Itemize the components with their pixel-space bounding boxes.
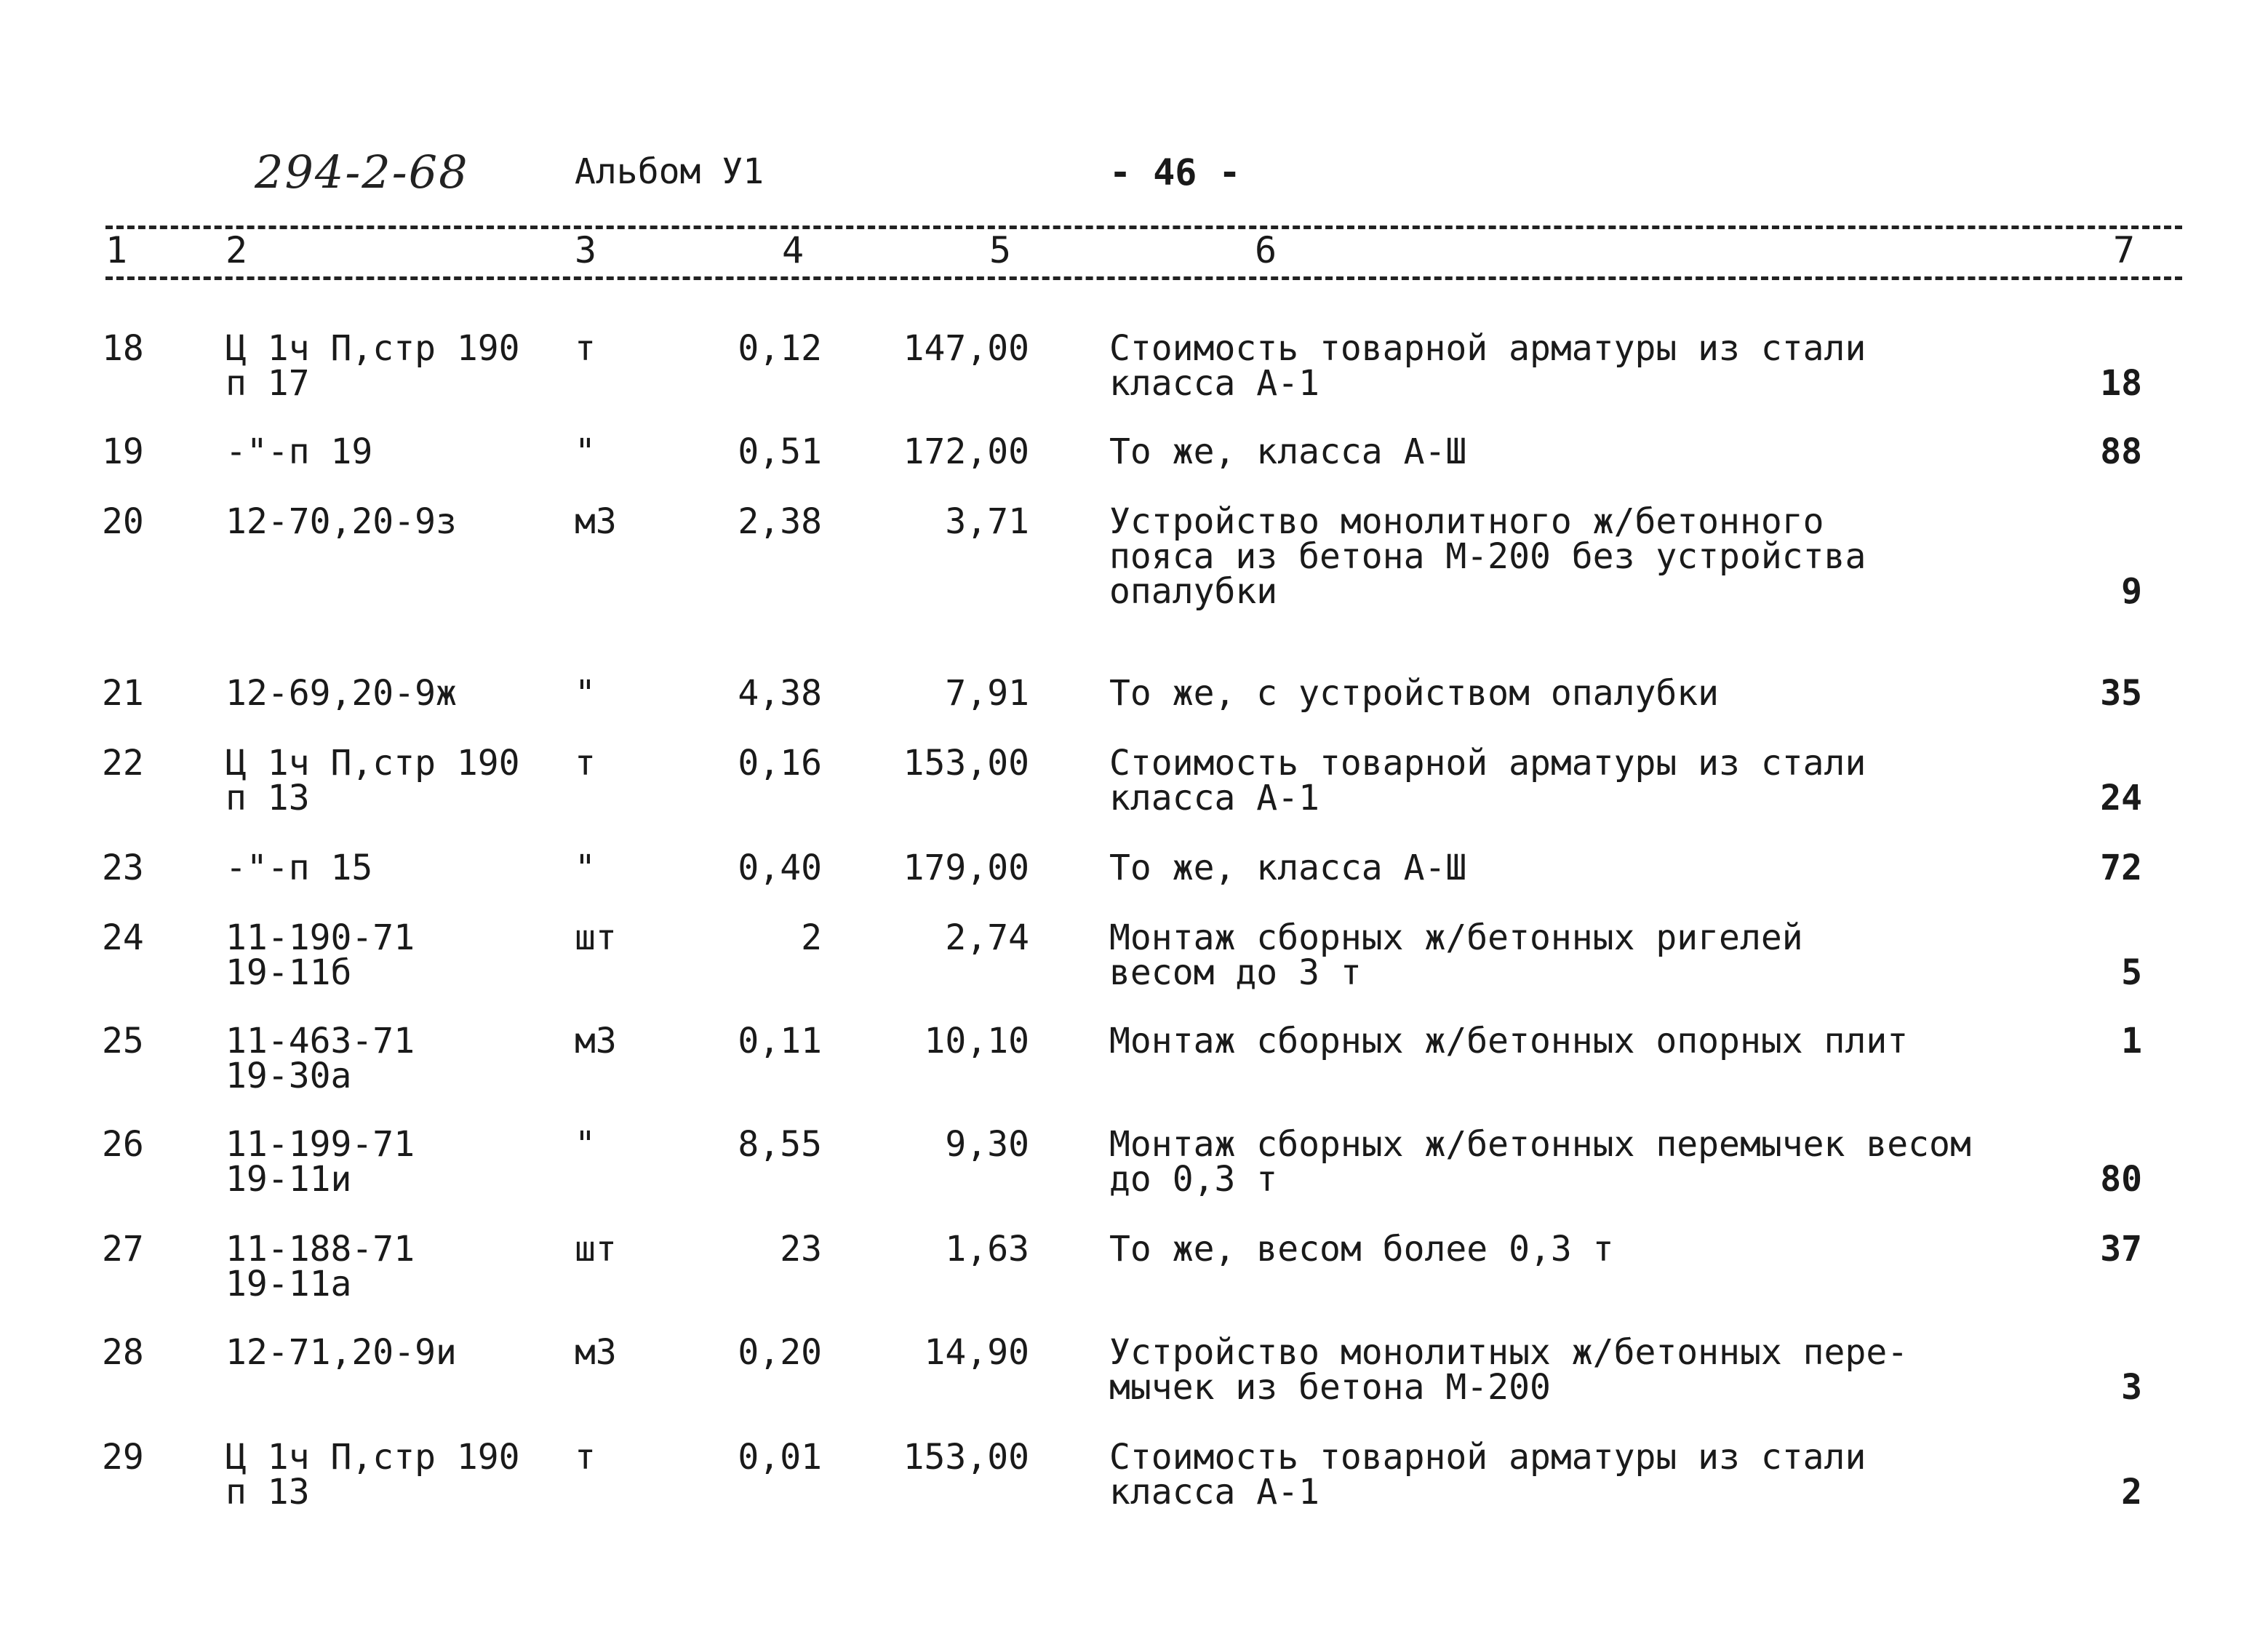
column-header-5: 5 bbox=[989, 229, 1012, 271]
row-description: То же, весом более 0,3 т bbox=[1109, 1229, 1614, 1270]
row-unit: шт bbox=[575, 1229, 617, 1270]
row-unit: м3 bbox=[575, 1332, 617, 1373]
row-number: 22 bbox=[102, 743, 144, 784]
row-number: 24 bbox=[102, 917, 144, 958]
row-description: То же, класса А-Ш bbox=[1109, 431, 1467, 472]
row-quantity: 0,20 bbox=[738, 1332, 822, 1373]
row-description: То же, с устройством опалубки bbox=[1109, 673, 1720, 714]
row-code: Ц 1ч П,стр 190 п 13 bbox=[225, 1437, 520, 1512]
header-rule-bottom bbox=[105, 276, 2182, 280]
row-total: 37 bbox=[2100, 1229, 2142, 1270]
row-quantity: 0,51 bbox=[738, 431, 822, 472]
row-price: 153,00 bbox=[903, 1437, 1029, 1478]
row-number: 23 bbox=[102, 848, 144, 888]
row-price: 2,74 bbox=[945, 917, 1029, 958]
row-price: 9,30 bbox=[945, 1124, 1029, 1165]
row-unit: т bbox=[575, 328, 596, 369]
row-description: То же, класса А-Ш bbox=[1109, 848, 1467, 888]
column-header-row bbox=[0, 229, 2268, 280]
row-total: 3 bbox=[2121, 1367, 2142, 1408]
row-code: 12-71,20-9и bbox=[225, 1332, 457, 1373]
row-total: 18 bbox=[2100, 363, 2142, 404]
page-header bbox=[0, 146, 2268, 211]
row-unit: шт bbox=[575, 917, 617, 958]
row-description: Монтаж сборных ж/бетонных ригелей весом до 3 т bbox=[1109, 917, 1803, 993]
row-number: 21 bbox=[102, 673, 144, 714]
row-unit: " bbox=[575, 848, 596, 888]
row-quantity: 0,12 bbox=[738, 328, 822, 369]
row-number: 19 bbox=[102, 431, 144, 472]
row-price: 14,90 bbox=[924, 1332, 1029, 1373]
row-number: 25 bbox=[102, 1021, 144, 1061]
row-code: 12-70,20-9з bbox=[225, 501, 457, 542]
row-description: Устройство монолитного ж/бетонного пояса из бетона М-200 без устройства опалубки bbox=[1109, 501, 1866, 612]
row-quantity: 0,11 bbox=[738, 1021, 822, 1061]
row-price: 147,00 bbox=[903, 328, 1029, 369]
row-quantity: 0,01 bbox=[738, 1437, 822, 1478]
row-code: -"-п 15 bbox=[225, 848, 373, 888]
row-code: 12-69,20-9ж bbox=[225, 673, 457, 714]
row-quantity: 0,40 bbox=[738, 848, 822, 888]
row-total: 1 bbox=[2121, 1021, 2142, 1061]
row-unit: " bbox=[575, 431, 596, 472]
column-header-6: 6 bbox=[1255, 229, 1277, 271]
row-quantity: 2,38 bbox=[738, 501, 822, 542]
row-unit: " bbox=[575, 1124, 596, 1165]
row-description: Монтаж сборных ж/бетонных опорных плит bbox=[1109, 1021, 1909, 1061]
row-quantity: 4,38 bbox=[738, 673, 822, 714]
album-label: Альбом У1 bbox=[575, 151, 764, 192]
row-number: 26 bbox=[102, 1124, 144, 1165]
row-total: 24 bbox=[2100, 778, 2142, 818]
row-number: 27 bbox=[102, 1229, 144, 1270]
row-description: Стоимость товарной арматуры из стали класса А-1 bbox=[1109, 1437, 1866, 1512]
row-price: 1,63 bbox=[945, 1229, 1029, 1270]
row-price: 153,00 bbox=[903, 743, 1029, 784]
row-number: 20 bbox=[102, 501, 144, 542]
column-header-3: 3 bbox=[575, 229, 597, 271]
document-code: 294-2-68 bbox=[255, 146, 469, 199]
row-code: 11-190-71 19-11б bbox=[225, 917, 415, 993]
row-description: Стоимость товарной арматуры из стали класса А-1 bbox=[1109, 743, 1866, 818]
row-unit: м3 bbox=[575, 501, 617, 542]
row-price: 10,10 bbox=[924, 1021, 1029, 1061]
row-description: Устройство монолитных ж/бетонных пере- мычек из бетона М-200 bbox=[1109, 1332, 1909, 1408]
row-code: Ц 1ч П,стр 190 п 13 bbox=[225, 743, 520, 818]
row-code: Ц 1ч П,стр 190 п 17 bbox=[225, 328, 520, 404]
row-code: 11-199-71 19-11и bbox=[225, 1124, 415, 1200]
row-total: 2 bbox=[2121, 1472, 2142, 1512]
row-total: 35 bbox=[2100, 673, 2142, 714]
row-quantity: 8,55 bbox=[738, 1124, 822, 1165]
row-total: 80 bbox=[2100, 1159, 2142, 1200]
column-header-1: 1 bbox=[105, 229, 128, 271]
row-code: 11-188-71 19-11а bbox=[225, 1229, 415, 1304]
row-total: 72 bbox=[2100, 848, 2142, 888]
row-quantity: 0,16 bbox=[738, 743, 822, 784]
row-total: 5 bbox=[2121, 952, 2142, 993]
column-header-4: 4 bbox=[782, 229, 804, 271]
row-unit: т bbox=[575, 1437, 596, 1478]
page-number: - 46 - bbox=[1109, 151, 1241, 194]
row-price: 179,00 bbox=[903, 848, 1029, 888]
row-number: 29 bbox=[102, 1437, 144, 1478]
row-price: 3,71 bbox=[945, 501, 1029, 542]
row-unit: м3 bbox=[575, 1021, 617, 1061]
row-description: Монтаж сборных ж/бетонных перемычек весом до 0,3 т bbox=[1109, 1124, 1971, 1200]
row-code: -"-п 19 bbox=[225, 431, 373, 472]
column-header-2: 2 bbox=[225, 229, 248, 271]
row-code: 11-463-71 19-30а bbox=[225, 1021, 415, 1096]
row-quantity: 23 bbox=[780, 1229, 822, 1270]
row-number: 28 bbox=[102, 1332, 144, 1373]
row-price: 7,91 bbox=[945, 673, 1029, 714]
row-number: 18 bbox=[102, 328, 144, 369]
row-description: Стоимость товарной арматуры из стали класса А-1 bbox=[1109, 328, 1866, 404]
row-total: 9 bbox=[2121, 571, 2142, 612]
column-header-7: 7 bbox=[2113, 229, 2136, 271]
row-price: 172,00 bbox=[903, 431, 1029, 472]
row-unit: " bbox=[575, 673, 596, 714]
row-quantity: 2 bbox=[801, 917, 822, 958]
row-total: 88 bbox=[2100, 431, 2142, 472]
row-unit: т bbox=[575, 743, 596, 784]
